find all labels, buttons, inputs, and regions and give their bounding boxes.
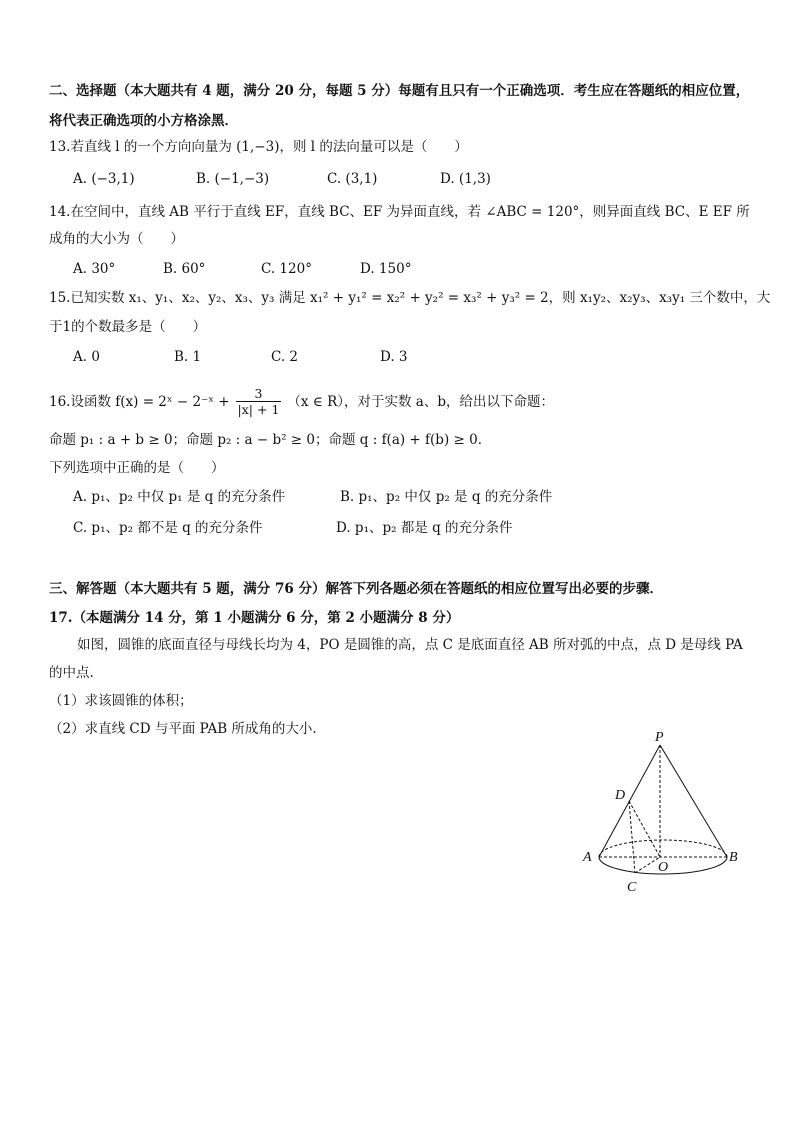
segment-do [629, 801, 660, 857]
section2-heading-line2: 将代表正确选项的小方格涂黑． [49, 113, 238, 129]
q14-stem-line1: 14.在空间中，直线 AB 平行于直线 EF，直线 BC、EF 为异面直线，若 ∠ABC = 120°，则异面直线 BC、E EF 所 [49, 204, 750, 220]
q13-option-b: B. (−1,−3) [196, 171, 270, 187]
q14-stem-line2: 成角的大小为（ ） [49, 231, 184, 247]
q13-option-d: D. (1,3) [440, 171, 491, 187]
label-c: C [627, 880, 637, 895]
q16-option-a: A. p₁、p₂ 中仅 p₁ 是 q 的充分条件 [73, 489, 286, 505]
q13-option-c: C. (3,1) [327, 171, 378, 187]
q17-part1: （1）求该圆锥的体积； [49, 693, 193, 709]
q15-option-b: B. 1 [174, 349, 202, 365]
label-p: P [655, 730, 664, 745]
section3-heading: 三、解答题（本大题共有 5 题，满分 76 分）解答下列各题必须在答题纸的相应位置写出必要的步骤． [49, 581, 663, 597]
q16-stem-prefix: 16.设函数 f(x) = 2ˣ − 2⁻ˣ + [49, 393, 230, 410]
q13-stem: 13.若直线 l 的一个方向向量为 (1,−3)，则 l 的法向量可以是（ ） [49, 139, 468, 155]
q15-option-d: D. 3 [380, 349, 408, 365]
label-o: O [658, 860, 669, 875]
q16-option-d: D. p₁、p₂ 都是 q 的充分条件 [336, 520, 513, 536]
q16-ask: 下列选项中正确的是（ ） [49, 460, 225, 476]
q17-part2: （2）求直线 CD 与平面 PAB 所成角的大小. [49, 721, 317, 737]
section2-heading-line1: 二、选择题（本大题共有 4 题，满分 20 分，每题 5 分）每题有且只有一个正确选项．考生应在答题纸的相应位置， [49, 83, 750, 99]
q16-stem [49, 386, 554, 417]
q17-title: 17.（本题满分 14 分，第 1 小题满分 6 分，第 2 小题满分 8 分） [49, 610, 460, 626]
q14-option-c: C. 120° [261, 261, 312, 277]
q17-body-line1: 如图，圆锥的底面直径与母线长均为 4，PO 是圆锥的高，点 C 是底面直径 AB 所对弧的中点，点 D 是母线 PA [77, 637, 743, 653]
q15-option-a: A. 0 [73, 349, 100, 365]
q14-option-b: B. 60° [163, 261, 206, 277]
q16-frac-denominator: |x| + 1 [237, 402, 280, 417]
q14-option-d: D. 150° [360, 261, 412, 277]
q16-stem-suffix: （x ∈ R），对于实数 a、b，给出以下命题： [287, 393, 554, 410]
q15-option-c: C. 2 [271, 349, 299, 365]
q16-propositions: 命题 p₁ : a + b ≥ 0；命题 p₂ : a − b² ≥ 0；命题 q : f(a) + f(b) ≥ 0． [49, 432, 492, 448]
segment-dc [629, 801, 635, 873]
label-a: A [583, 850, 592, 865]
label-b: B [729, 850, 738, 865]
q16-option-b: B. p₁、p₂ 中仅 p₂ 是 q 的充分条件 [340, 489, 553, 505]
q16-fraction [236, 386, 282, 417]
q16-option-c: C. p₁、p₂ 都不是 q 的充分条件 [73, 520, 263, 536]
cone-figure [575, 725, 775, 900]
q17-body-line2: 的中点. [49, 665, 94, 681]
q14-option-a: A. 30° [73, 261, 116, 277]
segment-co [635, 857, 660, 873]
base-back-arc [599, 840, 727, 857]
label-d: D [615, 788, 626, 803]
q15-stem-line1: 15.已知实数 x₁、y₁、x₂、y₂、x₃、y₃ 满足 x₁² + y₁² = x₂² + y₂² = x₃² + y₃² = 2，则 x₁y₂、x₂y₃、x₃y₁ 三个数中，大 [49, 290, 771, 306]
q15-stem-line2: 于1的个数最多是（ ） [49, 319, 207, 335]
q13-option-a: A. (−3,1) [73, 171, 135, 187]
q16-frac-numerator: 3 [254, 386, 263, 401]
